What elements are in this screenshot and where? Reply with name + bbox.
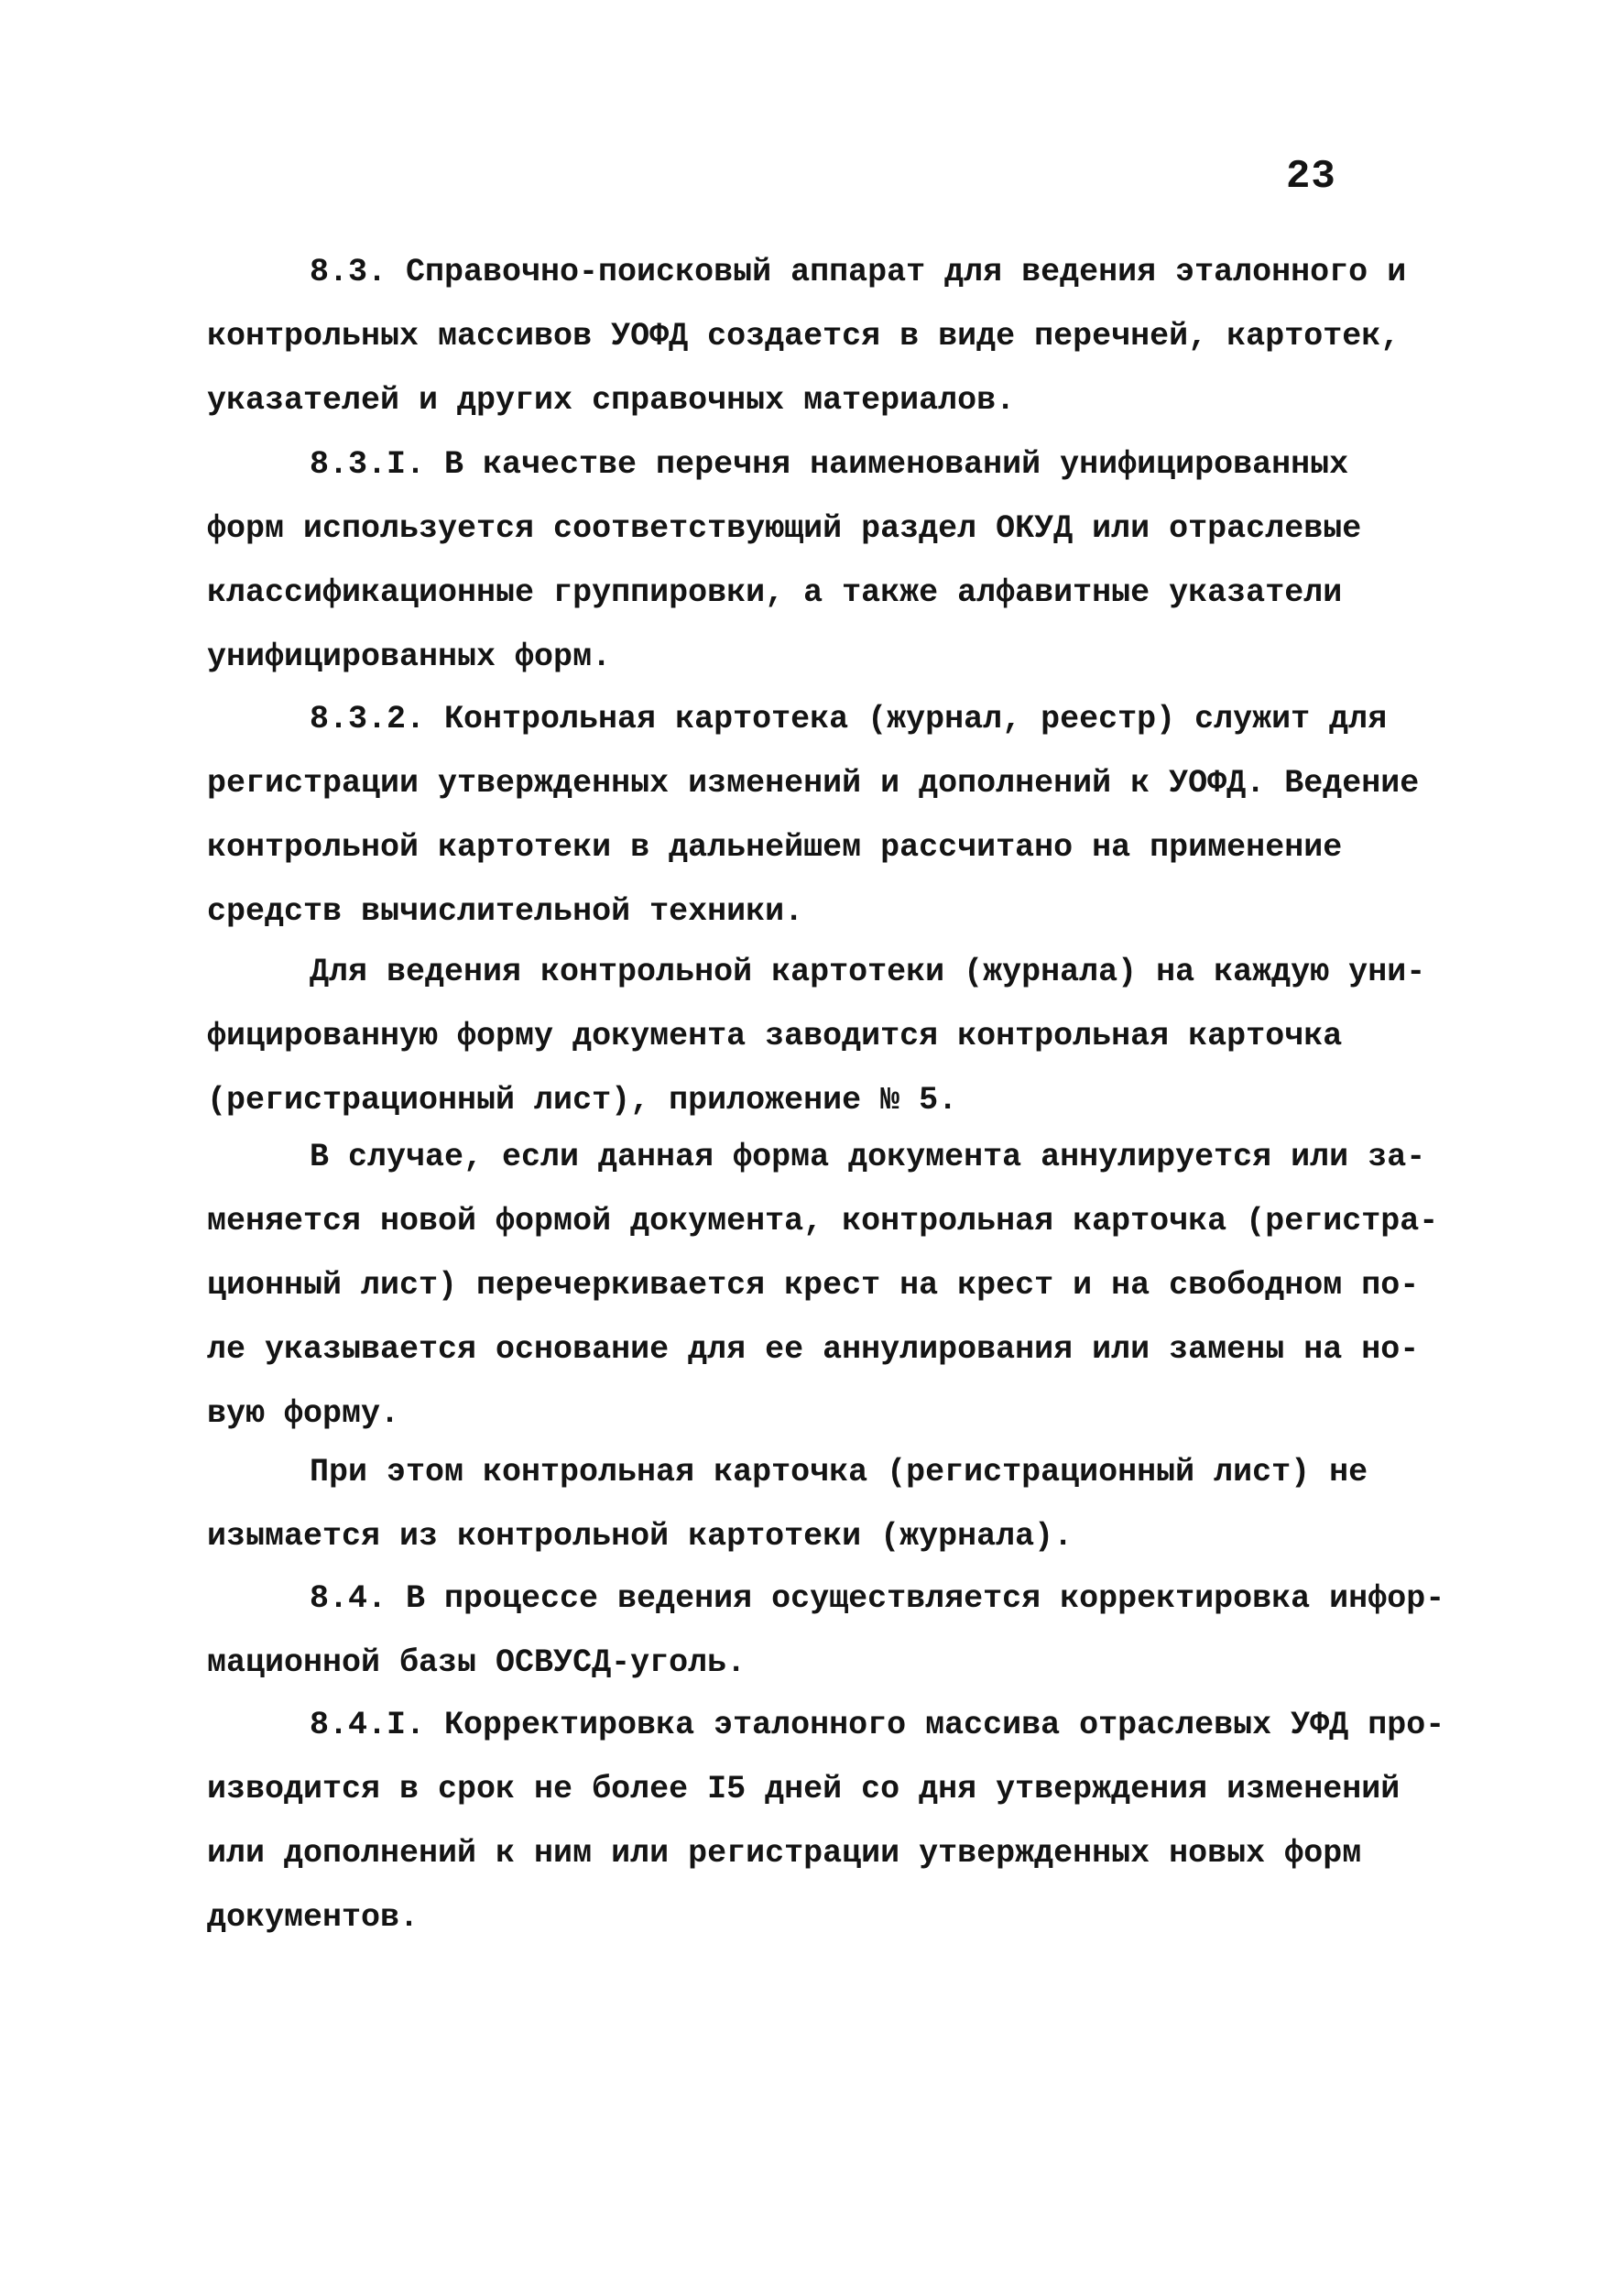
text-line: (регистрационный лист), приложение № 5. [207,1082,958,1119]
text-line: ционный лист) перечеркивается крест на крест и на свободном по- [207,1267,1420,1304]
paragraph-8-4 [207,1567,1445,1695]
page-number: 23 [1286,154,1336,200]
text-line: контрольной картотеки в дальнейшем рассчитано на применение [207,829,1343,866]
text-line: регистрации утвержденных изменений и дополнений к УОФД. Ведение [207,765,1420,802]
text-line: контрольных массивов УОФД создается в виде перечней, картотек, [207,318,1401,355]
text-line: 8.4.I. Корректировка эталонного массива отраслевых УФД про- [310,1707,1445,1743]
text-line: При этом контрольная карточка (регистрационный лист) не [310,1454,1368,1490]
paragraph-control-card [207,940,1434,1132]
text-line: средств вычислительной техники. [207,893,804,930]
text-line: 8.3.2. Контрольная картотека (журнал, реестр) служит для [310,701,1388,737]
text-line: документов. [207,1899,420,1936]
paragraph-8-3-1 [207,432,1434,689]
paragraph-annulment [207,1125,1439,1446]
paragraph-8-3-2 [207,687,1434,944]
text-line: классификационные группировки, а также алфавитные указатели [207,574,1343,611]
text-line: указателей и других справочных материалов. [207,382,1016,419]
text-line: меняется новой формой документа, контрольная карточка (регистра- [207,1203,1439,1239]
text-line: ле указывается основание для ее аннулирования или замены на но- [207,1331,1420,1368]
paragraph-8-4-1 [207,1693,1445,1949]
text-line: форм используется соответствующий раздел ОКУД или отраслевые [207,510,1362,547]
text-line: В случае, если данная форма документа аннулируется или за- [310,1139,1426,1175]
paragraph-8-3 [207,240,1434,432]
text-line: 8.3.I. В качестве перечня наименований унифицированных [310,446,1349,483]
text-line: изымается из контрольной картотеки (журнала). [207,1518,1074,1555]
text-line: 8.3. Справочно-поисковый аппарат для ведения эталонного и [310,254,1407,290]
text-line: вую форму. [207,1395,400,1432]
text-line: 8.4. В процессе ведения осуществляется корректировка инфор- [310,1580,1445,1617]
text-line: фицированную форму документа заводится контрольная карточка [207,1018,1343,1054]
text-line: или дополнений к ним или регистрации утвержденных новых форм [207,1835,1362,1872]
text-line: мационной базы ОСВУСД-уголь. [207,1644,747,1681]
paragraph-not-removed [207,1440,1434,1568]
text-line: изводится в срок не более I5 дней со дня утверждения изменений [207,1771,1401,1807]
text-line: Для ведения контрольной картотеки (журнала) на каждую уни- [310,954,1426,990]
text-line: унифицированных форм. [207,639,612,675]
